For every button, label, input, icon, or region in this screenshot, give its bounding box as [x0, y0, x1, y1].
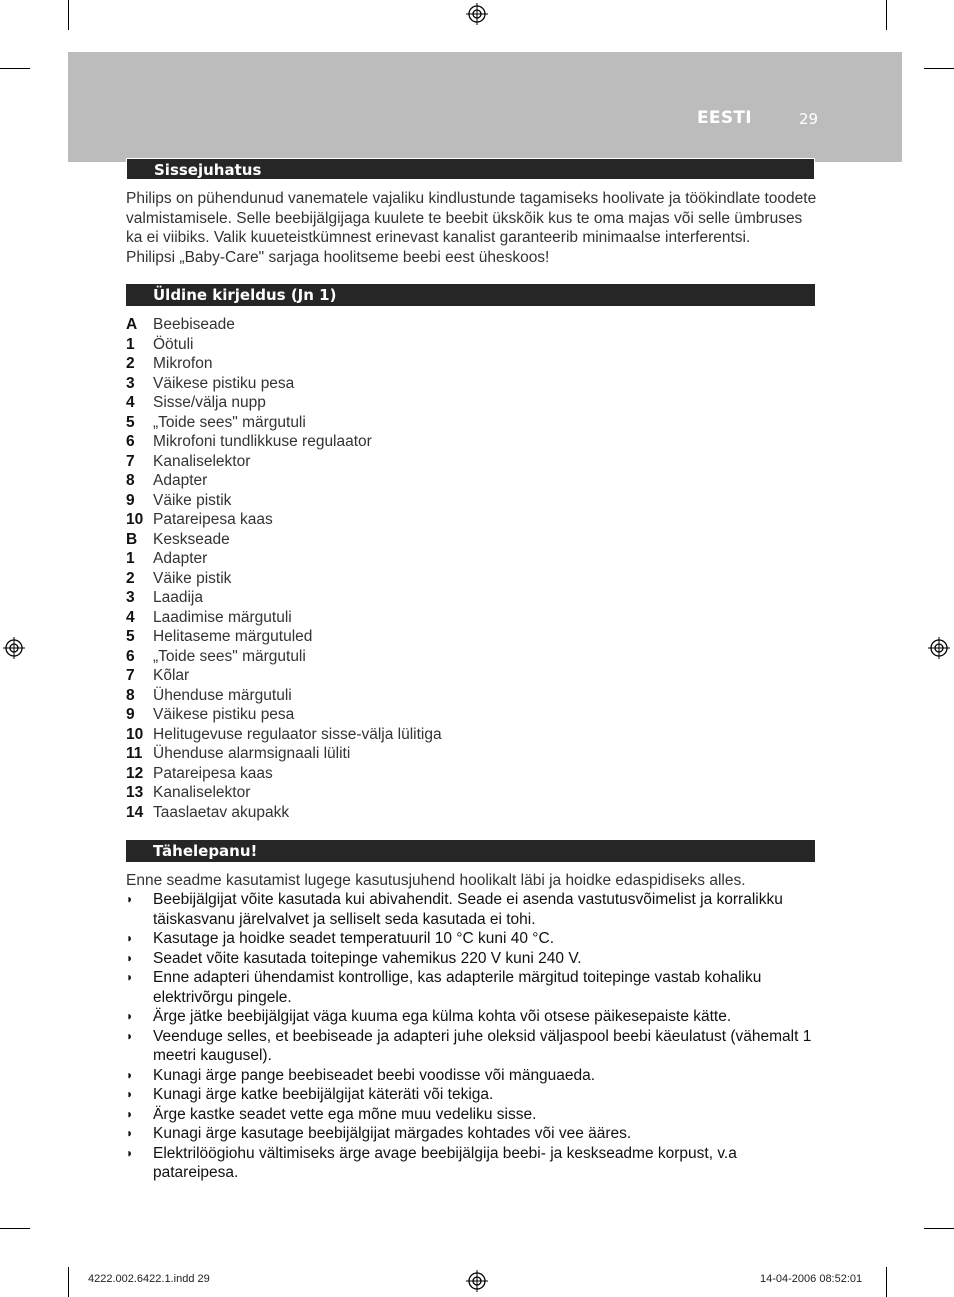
warning-intro: Enne seadme kasutamist lugege kasutusjuhend hoolikalt läbi ja hoidke edaspidiseks alles.: [126, 872, 746, 889]
list-item-text: Laadimise märgutuli: [153, 608, 292, 626]
list-item: [126, 413, 806, 433]
bullet-icon: ◗: [126, 931, 134, 945]
list-item: [126, 471, 806, 491]
list-item-text: Kanaliselektor: [153, 784, 251, 801]
list-item: [126, 374, 806, 394]
bullet-icon: ◗: [126, 1087, 134, 1101]
list-item-text: Väikese pistiku pesa: [153, 374, 295, 392]
list-item-key: 3: [126, 374, 135, 392]
list-item-key: 7: [126, 452, 135, 470]
list-item-text: Kasutage ja hoidke seadet temperatuuril 10 °C kuni 40 °C.: [153, 930, 554, 947]
list-item-key: 8: [126, 472, 135, 489]
list-item: [126, 627, 806, 647]
list-item: [126, 335, 806, 355]
bullet-icon: ◗: [126, 970, 134, 984]
bullet-icon: ◗: [126, 1106, 134, 1121]
list-item: [126, 530, 806, 550]
list-item-text: Seadet võite kasutada toitepinge vahemikus 220 V kuni 240 V.: [153, 949, 582, 967]
list-item-key: 2: [126, 569, 135, 587]
list-item-text: Kanaliselektor: [153, 452, 251, 470]
list-item-key: 6: [126, 647, 135, 665]
registration-mark-icon: [928, 637, 950, 659]
list-item: [126, 1105, 816, 1125]
bullet-icon: ◗: [126, 1067, 134, 1082]
page-number: 29: [799, 110, 819, 128]
list-item-text: Adapter: [153, 550, 208, 567]
section-title-description: Üldine kirjeldus (Jn 1): [126, 284, 815, 306]
warning-list: [126, 890, 816, 1183]
list-item-text: Väikese pistiku pesa: [153, 706, 295, 723]
list-item: [126, 647, 806, 667]
list-item-key: 9: [126, 706, 135, 723]
footer-timestamp: 14-04-2006 08:52:01: [760, 1273, 863, 1285]
bullet-icon: ◗: [126, 1028, 134, 1043]
list-item: [126, 725, 806, 745]
list-item-key: 4: [126, 394, 135, 411]
list-item-text: Kunagi ärge katke beebijälgijat käteräti või tekiga.: [153, 1086, 494, 1103]
description-list: [126, 315, 806, 822]
list-item: [126, 588, 806, 608]
list-item: [126, 608, 806, 628]
list-item: [126, 929, 816, 949]
list-item-key: 11: [126, 745, 143, 762]
crop-mark: [68, 1267, 69, 1297]
list-item: [126, 783, 806, 803]
crop-mark: [886, 1267, 887, 1297]
list-item-text: Ühenduse märgutuli: [153, 686, 292, 704]
list-item: [126, 1007, 816, 1027]
intro-paragraph: Philipsi „Baby-Care" sarjaga hoolitseme beebi eest üheskoos!: [126, 248, 550, 266]
list-item-text: Öötuli: [153, 335, 194, 353]
list-item-text: Beebiseade: [153, 316, 235, 333]
list-item-text: Ärge kastke seadet vette ega mõne muu vedeliku sisse.: [153, 1105, 537, 1123]
list-item-text: Kunagi ärge kasutage beebijälgijat märgades kohtades või vee ääres.: [153, 1125, 632, 1142]
list-item-key: 2: [126, 355, 135, 372]
crop-mark: [924, 68, 954, 69]
list-item-text: Keskseade: [153, 530, 230, 548]
list-item-key: 10: [126, 511, 144, 528]
list-item: [126, 354, 806, 374]
list-item: [126, 1144, 816, 1183]
list-item: [126, 393, 806, 413]
list-item-key: 9: [126, 491, 135, 509]
list-item: [126, 569, 806, 589]
list-item: [126, 1124, 816, 1144]
list-item-text: Beebijälgijat võite kasutada kui abivahendit. Seade ei asenda vastutusvõimelist ja korralikku täiskasvanu järelvalvet ja selliselt seda kasutada ei tohi.: [153, 891, 783, 928]
list-item: [126, 705, 806, 725]
list-item-text: Mikrofon: [153, 355, 213, 372]
list-item-text: Elektrilöögiohu vältimiseks ärge avage beebijälgija beebi- ja keskseadme korpust, v.a patareipesa.: [153, 1144, 737, 1181]
intro-text: [126, 189, 821, 267]
list-item-text: Väike pistik: [153, 569, 232, 587]
list-item-key: 5: [126, 628, 135, 645]
list-item-text: Adapter: [153, 472, 208, 489]
list-item-text: Patareipesa kaas: [153, 511, 273, 528]
list-item-text: Väike pistik: [153, 491, 232, 509]
list-item-text: Helitugevuse regulaator sisse-välja lülitiga: [153, 725, 442, 743]
list-item-text: Sisse/välja nupp: [153, 394, 266, 411]
list-item-key: 6: [126, 433, 135, 450]
list-item-key: 14: [126, 803, 144, 821]
list-item: [126, 510, 806, 530]
registration-mark-icon: [3, 637, 25, 659]
list-item-key: 10: [126, 725, 144, 743]
list-item: [126, 549, 806, 569]
list-item-key: 13: [126, 784, 144, 801]
list-item-text: „Toide sees" märgutuli: [153, 647, 306, 665]
list-item: [126, 803, 806, 823]
header-band: [68, 52, 902, 162]
list-item-text: Patareipesa kaas: [153, 764, 273, 782]
header-language: EESTI: [697, 108, 752, 128]
crop-mark: [886, 0, 887, 30]
list-item-key: 7: [126, 667, 135, 684]
list-item: [126, 666, 806, 686]
list-item: [126, 686, 806, 706]
list-item-key: B: [126, 530, 138, 548]
list-item-text: Kõlar: [153, 667, 190, 684]
registration-mark-icon: [466, 1270, 488, 1292]
list-item: [126, 1085, 816, 1105]
section-title-intro: Sissejuhatus: [126, 158, 815, 180]
section-title-warning: Tähelepanu!: [126, 840, 815, 862]
bullet-icon: ◗: [126, 950, 134, 965]
list-item: [126, 968, 816, 1007]
list-item: [126, 890, 816, 929]
list-item-text: Ärge jätke beebijälgijat väga kuuma ega külma kohta või otsese päikesepaiste kätte.: [153, 1008, 732, 1025]
list-item: [126, 432, 806, 452]
list-item-key: 1: [126, 335, 135, 353]
intro-paragraph: Philips on pühendunud vanematele vajaliku kindlustunde tagamiseks hoolivate ja töökindlate toodete valmistamisele. Selle beebijälgijaga kuulete te beebit ükskõik kus te oma majas või selle ümbruses ka ei viibiks. Valik kuueteistkümnest erinevast kanalist garanteerib minimaalse interferentsi.: [126, 190, 817, 246]
list-item: [126, 491, 806, 511]
list-item-text: Taaslaetav akupakk: [153, 803, 290, 821]
list-item-key: 4: [126, 608, 135, 626]
bullet-icon: ◗: [126, 1009, 134, 1023]
crop-mark: [924, 1228, 954, 1229]
list-item: [126, 744, 806, 764]
list-item-text: Ühenduse alarmsignaali lüliti: [153, 745, 351, 762]
crop-mark: [0, 68, 30, 69]
list-item: [126, 452, 806, 472]
bullet-icon: ◗: [126, 1126, 134, 1140]
list-item-text: Enne adapteri ühendamist kontrollige, kas adapterile märgitud toitepinge vastab kohaliku elektrivõrgu pingele.: [153, 969, 762, 1006]
list-item-text: „Toide sees" märgutuli: [153, 413, 306, 431]
bullet-icon: ◗: [126, 1145, 134, 1160]
list-item-key: 3: [126, 589, 135, 606]
list-item-key: 5: [126, 413, 135, 431]
crop-mark: [68, 0, 69, 30]
list-item-key: 12: [126, 764, 144, 782]
list-item-key: 1: [126, 550, 135, 567]
list-item: [126, 949, 816, 969]
footer-file-info: 4222.002.6422.1.indd 29: [88, 1273, 210, 1285]
list-item-text: Laadija: [153, 589, 203, 606]
list-item-text: Veenduge selles, et beebiseade ja adapteri juhe oleksid väljaspool beebi käeulatust (vähemalt 1 meetri kaugusel).: [153, 1027, 812, 1064]
bullet-icon: ◗: [126, 892, 134, 906]
list-item-text: Mikrofoni tundlikkuse regulaator: [153, 433, 372, 450]
list-item-key: 8: [126, 686, 135, 704]
list-item-text: Helitaseme märgutuled: [153, 628, 313, 645]
list-item: [126, 315, 806, 335]
list-item-key: A: [126, 316, 138, 333]
list-item-text: Kunagi ärge pange beebiseadet beebi voodisse või mänguaeda.: [153, 1066, 596, 1084]
list-item: [126, 1066, 816, 1086]
list-item: [126, 764, 806, 784]
registration-mark-icon: [466, 3, 488, 25]
crop-mark: [0, 1228, 30, 1229]
list-item: [126, 1027, 816, 1066]
